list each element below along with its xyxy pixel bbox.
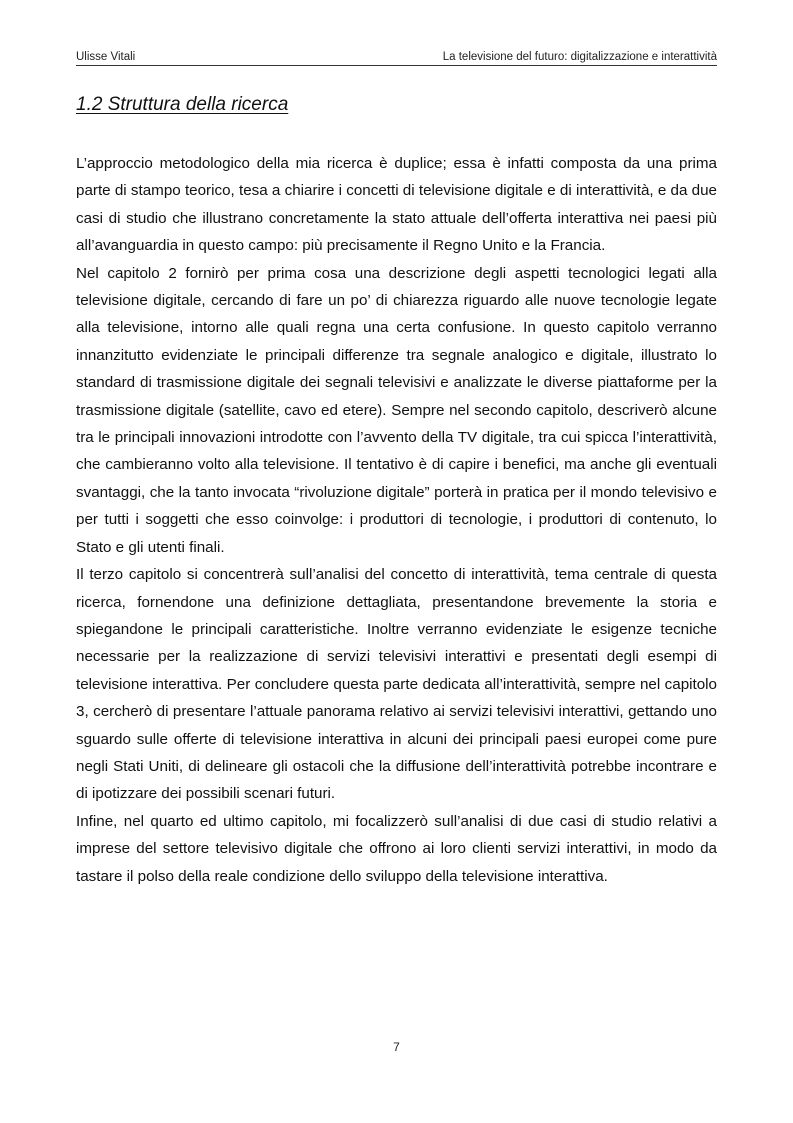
header-author: Ulisse Vitali (76, 51, 136, 63)
paragraph: Infine, nel quarto ed ultimo capitolo, mi focalizzerò sull’analisi di due casi di studio relativi a imprese del settore televisivo digitale che offrono ai loro clienti servizi interattivi, in modo da tastare il polso della reale condizione dello sviluppo della televisione interattiva. (76, 812, 717, 885)
header-title: La televisione del futuro: digitalizzazione e interattività (442, 51, 717, 63)
paragraph: Nel capitolo 2 fornirò per prima cosa una descrizione degli aspetti tecnologici legati alla televisione digitale, cercando di fare un po’ di chiarezza riguardo alle nuove tecnologie legate alla televisione, intorno alle quali regna una certa confusione. In questo capitolo verranno innanzitutto evidenziate le principali differenze tra segnale analogico e digitale, illustrato lo standard di trasmissione digitale dei segnali televisivi e analizzate le diverse piattaforme per la trasmissione digitale (satellite, cavo ed etere). Sempre nel secondo capitolo, descriverò alcune tra le principali innovazioni introdotte con l’avvento della TV digitale, tra cui spicca l’interattività, che cambieranno volto alla televisione. Il tentativo è di capire i benefici, ma anche gli eventuali svantaggi, che la tanto invocata “rivoluzione digitale” porterà in pratica per il mondo televisivo e per tutti i soggetti che esso coinvolge: i produttori di tecnologie, i produttori di contenuto, lo Stato e gli utenti finali. (76, 264, 717, 556)
page-number: 7 (393, 1040, 400, 1054)
header-rule (76, 65, 717, 66)
paragraph: Il terzo capitolo si concentrerà sull’analisi del concetto di interattività, tema centrale di questa ricerca, fornendone una definizione dettagliata, presentandone brevemente la storia e spiegandone le principali caratteristiche. Inoltre verranno evidenziate le esigenze tecniche necessarie per la realizzazione di servizi televisivi interattivi e presentati degli esempi di televisione interattiva. Per concludere questa parte dedicata all’interattività, sempre nel capitolo 3, cercherò di presentare l’attuale panorama relativo ai servizi televisivi interattivi, gettando uno sguardo sulle offerte di televisione interattiva in alcuni dei principali paesi europei come pure negli Stati Uniti, di delineare gli ostacoli che la diffusione dell’interattività potrebbe incontrare e di ipotizzare dei possibili scenari futuri. (76, 566, 717, 803)
section-title: 1.2 Struttura della ricerca (76, 94, 289, 115)
body-text (76, 150, 717, 890)
running-header (76, 43, 717, 63)
paragraph: L’approccio metodologico della mia ricerca è duplice; essa è infatti composta da una prima parte di stampo teorico, tesa a chiarire i concetti di televisione digitale e di interattività, e da due casi di studio che illustrano concretamente la stato attuale dell’offerta interattiva nei paesi più all’avanguardia in questo campo: più precisamente il Regno Unito e la Francia. (76, 155, 717, 255)
